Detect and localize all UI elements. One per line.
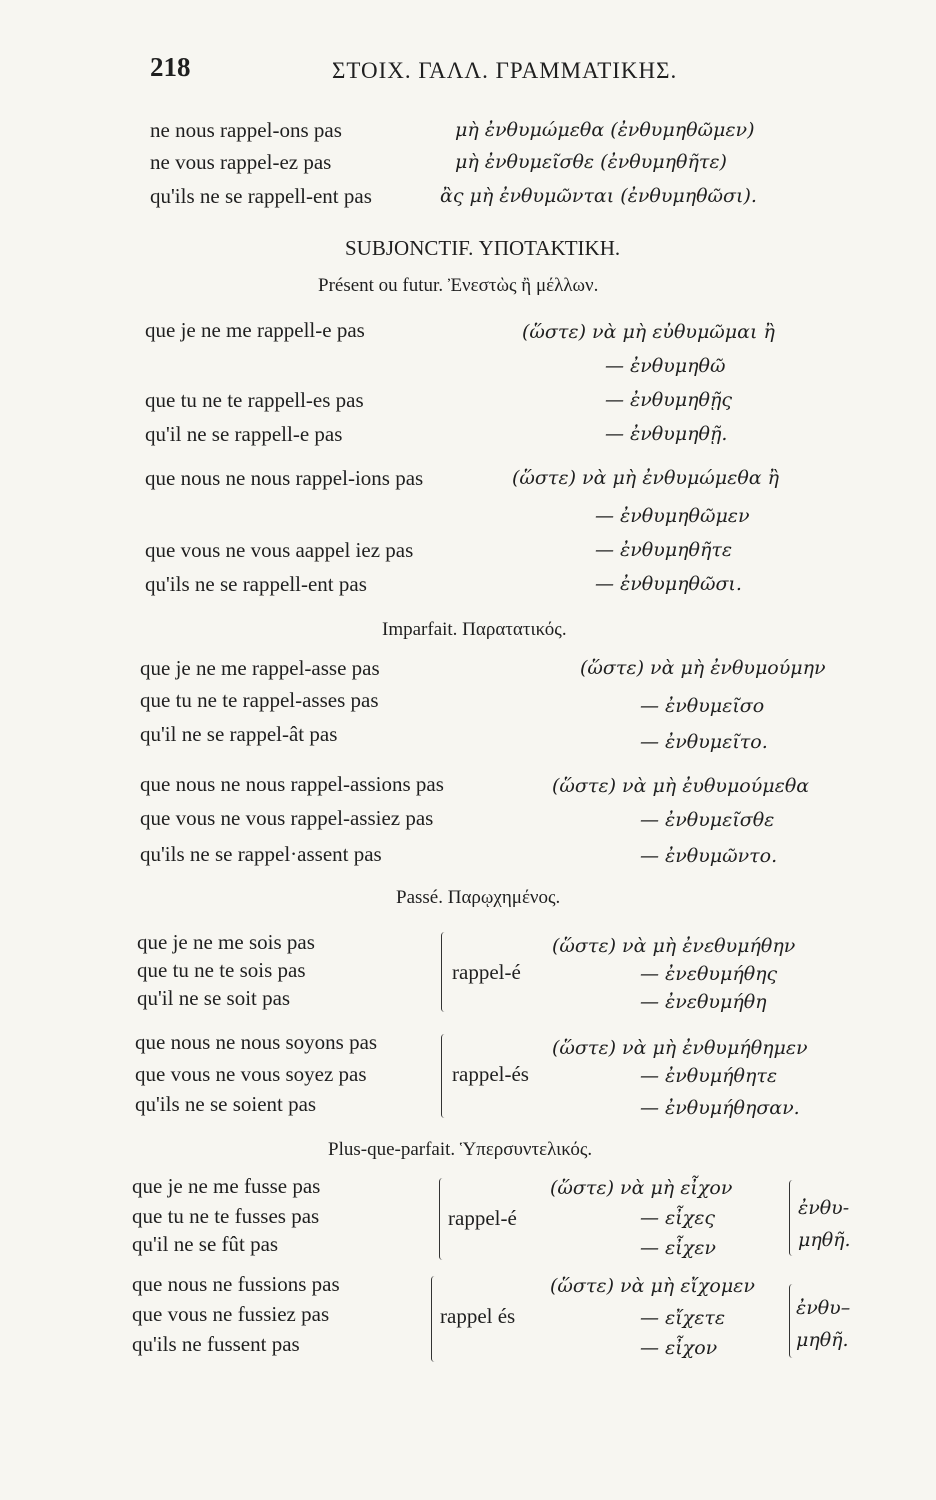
greek-line: μηθῆ. <box>796 1329 849 1351</box>
french-line: que vous ne fussiez pas <box>132 1302 330 1326</box>
french-line: que tu ne te sois pas <box>137 958 306 982</box>
participle-label: rappel-é <box>448 1206 517 1230</box>
participle-label: rappel és <box>440 1304 516 1328</box>
greek-line: (ὥστε) νὰ μὴ ἐνθυμώμεθα ἢ <box>512 467 780 489</box>
section-heading: SUBJONCTIF. ΥΠΟΤΑΚΤΙΚΗ. <box>345 236 621 260</box>
greek-line: (ὥστε) νὰ μὴ εἴχομεν <box>550 1275 755 1297</box>
brace <box>431 1276 438 1362</box>
greek-line: — ἐνθυμεῖτο. <box>640 731 768 753</box>
french-line: que nous ne fussions pas <box>132 1272 340 1296</box>
greek-line: (ὥστε) νὰ μὴ ἐνεθυμήθην <box>552 935 796 957</box>
greek-line: ἐνθυ– <box>796 1297 851 1319</box>
french-line: qu'il ne se rappell-e pas <box>145 422 343 446</box>
french-line: qu'il ne se rappel-ât pas <box>140 722 338 746</box>
greek-line: — ἐνθυμῶντο. <box>640 845 778 867</box>
greek-line: — εἶχεν <box>640 1237 716 1259</box>
greek-line: — ἐνεθυμήθης <box>640 963 778 985</box>
french-line: qu'ils ne se soient pas <box>135 1092 317 1116</box>
greek-line: — ἐνθυμήθησαν. <box>640 1097 800 1119</box>
greek-line: — ἐνθυμηθῇ. <box>605 423 728 445</box>
greek-line: ἐνθυ- <box>798 1197 850 1219</box>
french-line: que tu ne te rappell-es pas <box>145 388 364 412</box>
french-line: qu'ils ne se rappell-ent pas <box>145 572 367 596</box>
greek-line: — εἴχετε <box>640 1307 726 1329</box>
participle-label: rappel-és <box>452 1062 529 1086</box>
greek-line: μὴ ἐνθυμεῖσθε (ἐνθυμηθῆτε) <box>455 151 727 173</box>
greek-line: — ἐνθυμεῖσθε <box>640 809 775 831</box>
greek-line: ἂς μὴ ἐνθυμῶνται (ἐνθυμηθῶσι). <box>440 185 757 207</box>
french-line: qu'ils ne fussent pas <box>132 1332 300 1356</box>
french-line: ne vous rappel-ez pas <box>150 150 332 174</box>
participle-label: rappel-é <box>452 960 521 984</box>
greek-line: — ἐνεθυμήθη <box>640 991 767 1013</box>
subsection-heading: Présent ou futur. Ἐνεστὼς ἢ μέλλων. <box>318 275 599 296</box>
french-line: que je ne me sois pas <box>137 930 315 954</box>
french-line: que je ne me rappel-asse pas <box>140 656 380 680</box>
greek-line: (ὥστε) νὰ μὴ ἐνθυμήθημεν <box>552 1037 808 1059</box>
french-line: ne nous rappel-ons pas <box>150 118 342 142</box>
subsection-heading: Plus-que-parfait. Ὑπερσυντελικός. <box>328 1139 593 1160</box>
french-line: qu'ils ne se rappell-ent pas <box>150 184 372 208</box>
greek-line: — ἐνθυμηθῶμεν <box>595 505 750 527</box>
greek-line: (ὥστε) νὰ μὴ ἐυθυμούμεθα <box>552 775 810 797</box>
french-line: que vous ne vous soyez pas <box>135 1062 367 1086</box>
greek-line: (ὥστε) νὰ μὴ ἐνθυμούμην <box>580 657 826 679</box>
french-line: que je ne me fusse pas <box>132 1174 321 1198</box>
french-line: qu'il ne se fût pas <box>132 1232 279 1256</box>
greek-line: — ἐνθυμεῖσο <box>640 695 765 717</box>
brace <box>789 1284 796 1358</box>
greek-line: (ὥστε) νὰ μὴ εἶχον <box>550 1177 733 1199</box>
greek-line: μηθῆ. <box>798 1229 851 1251</box>
brace <box>441 1034 448 1118</box>
greek-line: — εἶχον <box>640 1337 718 1359</box>
running-title: ΣΤΟΙΧ. ΓΑΛΛ. ΓΡΑΜΜΑΤΙΚΗΣ. <box>332 58 678 83</box>
greek-line: — ἐνθυμήθητε <box>640 1065 778 1087</box>
brace <box>439 1178 446 1260</box>
page-number: 218 <box>150 52 191 82</box>
french-line: que vous ne vous rappel-assiez pas <box>140 806 434 830</box>
greek-line: (ὥστε) νὰ μὴ εὐθυμῶμαι ἢ <box>522 321 775 343</box>
french-line: que tu ne te fusses pas <box>132 1204 320 1228</box>
greek-line: — ἐνθυμηθῶσι. <box>595 573 742 595</box>
french-line: que vous ne vous aappel iez pas <box>145 538 414 562</box>
french-line: que tu ne te rappel-asses pas <box>140 688 379 712</box>
french-line: qu'ils ne se rappel·assent pas <box>140 842 382 866</box>
french-line: que nous ne nous rappel-assions pas <box>140 772 444 796</box>
french-line: que nous ne nous soyons pas <box>135 1030 378 1054</box>
greek-line: — εἶχες <box>640 1207 716 1229</box>
greek-line: — ἐνθυμηθῆτε <box>595 539 733 561</box>
brace <box>789 1180 796 1256</box>
french-line: que je ne me rappell-e pas <box>145 318 365 342</box>
brace <box>441 932 448 1012</box>
greek-line: — ἐνθυμηθῇς <box>605 389 732 411</box>
greek-line: — ἐνθυμηθῶ <box>605 355 726 377</box>
french-line: qu'il ne se soit pas <box>137 986 291 1010</box>
subsection-heading: Passé. Παρῳχημένος. <box>396 887 561 908</box>
subsection-heading: Imparfait. Παρατατικός. <box>382 619 567 640</box>
french-line: que nous ne nous rappel-ions pas <box>145 466 424 490</box>
greek-line: μὴ ἐνθυμώμεθα (ἐνθυμηθῶμεν) <box>455 119 755 141</box>
